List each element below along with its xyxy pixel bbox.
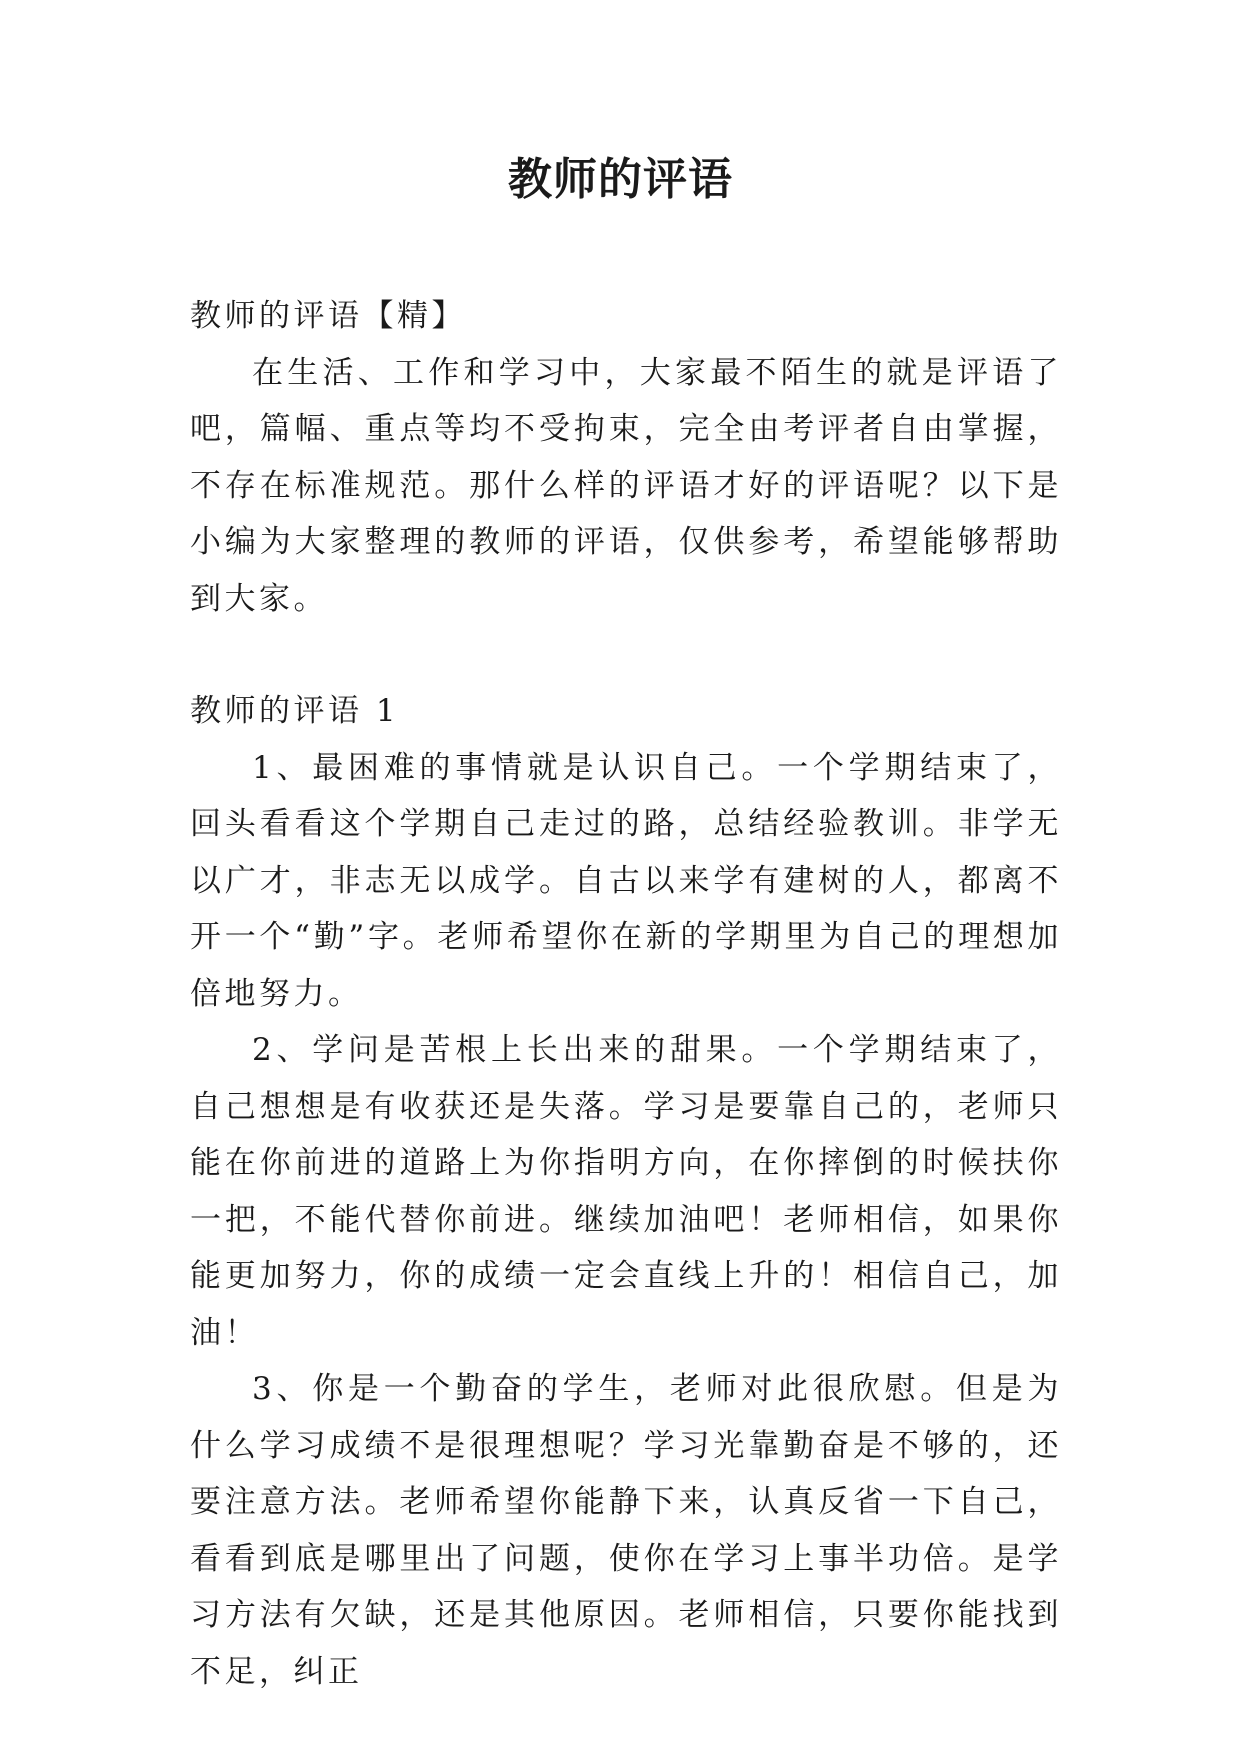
- document-body: [190, 288, 1062, 1700]
- section-heading: 教师的评语 1: [190, 693, 400, 729]
- comment-item-2: 2、学问是苦根上长出来的甜果。一个学期结束了，自己想想是有收获还是失落。学习是要靠自己的，老师只能在你前进的道路上为你指明方向，在你摔倒的时候扶你一把，不能代替你前进。继续加油吧！老师相信，如果你能更加努力，你的成绩一定会直线上升的！相信自己，加油！: [190, 1032, 1062, 1351]
- comment-item-3: 3、你是一个勤奋的学生，老师对此很欣慰。但是为什么学习成绩不是很理想呢？学习光靠勤奋是不够的，还要注意方法。老师希望你能静下来，认真反省一下自己，看看到底是哪里出了问题，使你在学习上事半功倍。是学习方法有欠缺，还是其他原因。老师相信，只要你能找到不足，纠正: [190, 1371, 1062, 1690]
- intro-paragraph: 在生活、工作和学习中，大家最不陌生的就是评语了吧，篇幅、重点等均不受拘束，完全由考评者自由掌握，不存在标准规范。那什么样的评语才好的评语呢？以下是小编为大家整理的教师的评语，仅供参考，希望能够帮助到大家。: [190, 354, 1062, 617]
- document-title: 教师的评语: [508, 154, 733, 205]
- subtitle-heading: 教师的评语【精】: [190, 298, 466, 334]
- paragraph-gap: [190, 627, 1062, 683]
- comment-item-1: 1、最困难的事情就是认识自己。一个学期结束了，回头看看这个学期自己走过的路，总结经验教训。非学无以广才，非志无以成学。自古以来学有建树的人，都离不开一个“勤”字。老师希望你在新的学期里为自己的理想加倍地努力。: [190, 749, 1062, 1012]
